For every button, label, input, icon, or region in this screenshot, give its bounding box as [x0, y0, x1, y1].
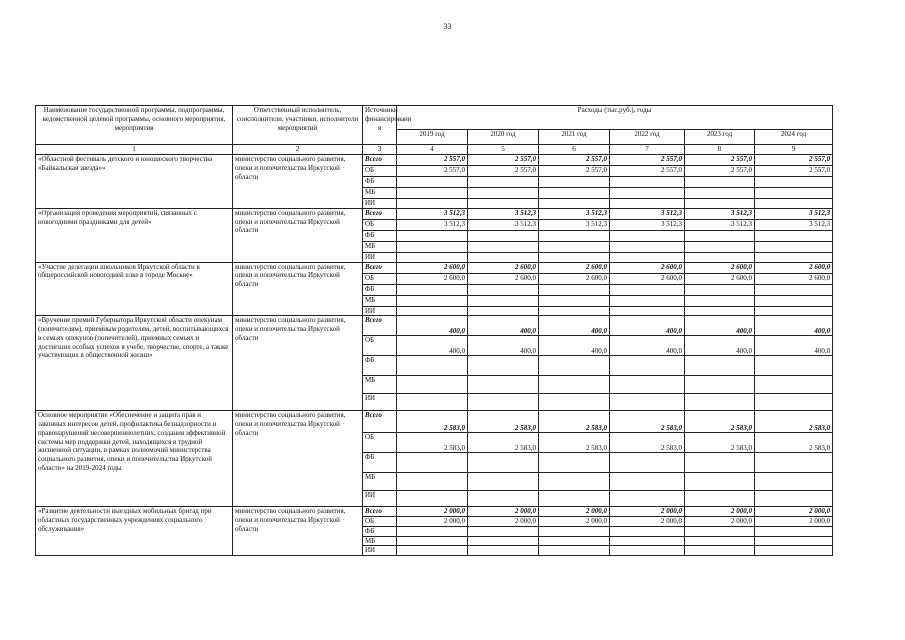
- amount-cell: 400,0: [397, 336, 468, 356]
- amount-cell: 2 583,0: [397, 433, 468, 453]
- column-number: 6: [539, 145, 610, 155]
- amount-cell: [397, 546, 468, 556]
- amount-cell: 2 600,0: [397, 273, 468, 284]
- amount-cell: [610, 241, 685, 252]
- amount-cell: [685, 526, 755, 536]
- amount-cell: 2 583,0: [539, 433, 610, 453]
- amount-cell: 2 000,0: [610, 507, 685, 517]
- amount-cell: [397, 453, 468, 473]
- funding-source-cell: ИИ: [363, 394, 397, 411]
- amount-cell: 2 000,0: [468, 507, 539, 517]
- funding-source-cell: МБ: [363, 295, 397, 306]
- amount-cell: [685, 536, 755, 546]
- funding-source-cell: ФБ: [363, 177, 397, 188]
- executor-cell: министерство социального развития, опеки и попечительства Иркутской области: [233, 155, 363, 209]
- amount-cell: 2 557,0: [468, 155, 539, 166]
- amount-cell: [397, 241, 468, 252]
- header-year: 2024 год: [755, 130, 833, 145]
- amount-cell: [685, 376, 755, 394]
- amount-cell: [397, 536, 468, 546]
- funding-source-cell: ИИ: [363, 252, 397, 262]
- amount-cell: 3 512,3: [755, 208, 833, 219]
- amount-cell: 2 600,0: [468, 262, 539, 273]
- amount-cell: 2 000,0: [755, 517, 833, 527]
- program-name-cell: «Участие делегации школьников Иркутской области в общероссийской новогодней елке в городе Москве»: [36, 262, 233, 316]
- amount-cell: [755, 394, 833, 411]
- amount-cell: [397, 199, 468, 209]
- amount-cell: [397, 284, 468, 295]
- amount-cell: [610, 199, 685, 209]
- amount-cell: [468, 491, 539, 507]
- funding-source-cell: МБ: [363, 241, 397, 252]
- funding-source-cell: Всего: [363, 316, 397, 336]
- amount-cell: [685, 453, 755, 473]
- amount-cell: [685, 188, 755, 199]
- amount-cell: 2 600,0: [755, 273, 833, 284]
- amount-cell: 2 557,0: [610, 166, 685, 177]
- executor-cell: министерство социального развития, опеки и попечительства Иркутской области: [233, 507, 363, 556]
- amount-cell: [468, 356, 539, 376]
- amount-cell: 400,0: [685, 336, 755, 356]
- amount-cell: [755, 376, 833, 394]
- amount-cell: 2 557,0: [610, 155, 685, 166]
- amount-cell: [539, 491, 610, 507]
- amount-cell: 3 512,3: [685, 219, 755, 230]
- budget-table: [35, 105, 833, 556]
- amount-cell: 3 512,3: [539, 219, 610, 230]
- amount-cell: 3 512,3: [468, 208, 539, 219]
- funding-source-cell: ОБ: [363, 166, 397, 177]
- funding-source-cell: МБ: [363, 376, 397, 394]
- amount-cell: 400,0: [468, 336, 539, 356]
- table-row: [36, 507, 833, 517]
- column-number: 9: [755, 145, 833, 155]
- amount-cell: [685, 295, 755, 306]
- amount-cell: 2 557,0: [468, 166, 539, 177]
- header-executor-column: Ответственный исполнитель, соисполнители, участники, исполнители мероприятий: [233, 106, 363, 145]
- funding-source-cell: ОБ: [363, 517, 397, 527]
- amount-cell: 2 557,0: [539, 155, 610, 166]
- amount-cell: [397, 376, 468, 394]
- amount-cell: 2 000,0: [539, 517, 610, 527]
- amount-cell: 2 600,0: [755, 262, 833, 273]
- amount-cell: 2 600,0: [610, 262, 685, 273]
- amount-cell: 2 557,0: [685, 155, 755, 166]
- amount-cell: [468, 394, 539, 411]
- header-year: 2023 год: [685, 130, 755, 145]
- amount-cell: [539, 295, 610, 306]
- column-number: 2: [233, 145, 363, 155]
- amount-cell: [685, 177, 755, 188]
- amount-cell: [397, 252, 468, 262]
- header-name-column: Наименование государственной программы, подпрограммы, ведомственной целевой программы, основного мероприятия, мероприятия: [36, 106, 233, 145]
- amount-cell: 2 600,0: [685, 273, 755, 284]
- amount-cell: [397, 230, 468, 241]
- column-number: 3: [363, 145, 397, 155]
- funding-source-cell: ИИ: [363, 546, 397, 556]
- amount-cell: [755, 199, 833, 209]
- amount-cell: [755, 241, 833, 252]
- amount-cell: [755, 453, 833, 473]
- header-year: 2019 год: [397, 130, 468, 145]
- amount-cell: [397, 177, 468, 188]
- amount-cell: [397, 295, 468, 306]
- amount-cell: 2 583,0: [755, 433, 833, 453]
- amount-cell: [539, 241, 610, 252]
- header-year: 2020 год: [468, 130, 539, 145]
- amount-cell: 3 512,3: [468, 219, 539, 230]
- column-number: 5: [468, 145, 539, 155]
- amount-cell: [755, 491, 833, 507]
- amount-cell: 400,0: [539, 336, 610, 356]
- amount-cell: [610, 252, 685, 262]
- amount-cell: 2 557,0: [397, 166, 468, 177]
- funding-source-cell: ФБ: [363, 284, 397, 295]
- amount-cell: 2 600,0: [685, 262, 755, 273]
- funding-source-cell: ФБ: [363, 356, 397, 376]
- amount-cell: 2 557,0: [755, 155, 833, 166]
- amount-cell: [397, 188, 468, 199]
- funding-source-cell: ФБ: [363, 526, 397, 536]
- executor-cell: министерство социального развития, опеки и попечительства Иркутской области: [233, 316, 363, 411]
- amount-cell: [610, 306, 685, 316]
- amount-cell: [468, 453, 539, 473]
- amount-cell: [755, 252, 833, 262]
- amount-cell: [685, 230, 755, 241]
- column-number: 8: [685, 145, 755, 155]
- amount-cell: [539, 473, 610, 491]
- amount-cell: [610, 394, 685, 411]
- amount-cell: [610, 284, 685, 295]
- amount-cell: [685, 199, 755, 209]
- amount-cell: [539, 356, 610, 376]
- executor-cell: министерство социального развития, опеки и попечительства Иркутской области: [233, 208, 363, 262]
- amount-cell: [610, 188, 685, 199]
- amount-cell: [539, 376, 610, 394]
- amount-cell: [685, 473, 755, 491]
- amount-cell: [539, 284, 610, 295]
- amount-cell: [539, 177, 610, 188]
- amount-cell: 2 000,0: [397, 507, 468, 517]
- amount-cell: [468, 241, 539, 252]
- amount-cell: 2 583,0: [685, 433, 755, 453]
- amount-cell: 2 557,0: [685, 166, 755, 177]
- amount-cell: 400,0: [755, 336, 833, 356]
- amount-cell: 2 557,0: [397, 155, 468, 166]
- program-name-cell: «Организация проведения мероприятий, связанных с новогодними праздниками для детей»: [36, 208, 233, 262]
- amount-cell: 3 512,3: [539, 208, 610, 219]
- amount-cell: 2 583,0: [468, 411, 539, 433]
- amount-cell: 2 000,0: [397, 517, 468, 527]
- amount-cell: 3 512,3: [397, 208, 468, 219]
- amount-cell: [755, 546, 833, 556]
- amount-cell: [685, 306, 755, 316]
- amount-cell: [610, 356, 685, 376]
- amount-cell: 2 600,0: [539, 262, 610, 273]
- header-expenses: Расходы (тыс.руб.), годы: [397, 106, 833, 130]
- table-row: [36, 262, 833, 273]
- amount-cell: 2 000,0: [468, 517, 539, 527]
- amount-cell: [755, 295, 833, 306]
- amount-cell: 2 000,0: [539, 507, 610, 517]
- funding-source-cell: МБ: [363, 536, 397, 546]
- amount-cell: [610, 295, 685, 306]
- amount-cell: 400,0: [610, 316, 685, 336]
- amount-cell: [755, 356, 833, 376]
- amount-cell: [610, 453, 685, 473]
- amount-cell: [755, 284, 833, 295]
- amount-cell: 2 583,0: [610, 411, 685, 433]
- amount-cell: [539, 526, 610, 536]
- page-number: 33: [443, 22, 452, 31]
- funding-source-cell: ОБ: [363, 219, 397, 230]
- amount-cell: 2 000,0: [755, 507, 833, 517]
- funding-source-cell: Всего: [363, 507, 397, 517]
- amount-cell: [755, 526, 833, 536]
- funding-source-cell: ФБ: [363, 230, 397, 241]
- amount-cell: [539, 453, 610, 473]
- amount-cell: [755, 188, 833, 199]
- table-row: [36, 155, 833, 166]
- amount-cell: [539, 199, 610, 209]
- amount-cell: [468, 306, 539, 316]
- amount-cell: [755, 306, 833, 316]
- amount-cell: [468, 376, 539, 394]
- amount-cell: 2 600,0: [468, 273, 539, 284]
- amount-cell: [610, 491, 685, 507]
- amount-cell: 2 583,0: [755, 411, 833, 433]
- funding-source-cell: Всего: [363, 155, 397, 166]
- funding-source-cell: Всего: [363, 208, 397, 219]
- amount-cell: [610, 177, 685, 188]
- funding-source-cell: ИИ: [363, 306, 397, 316]
- amount-cell: [468, 295, 539, 306]
- amount-cell: 2 583,0: [685, 411, 755, 433]
- amount-cell: [397, 306, 468, 316]
- funding-source-cell: ФБ: [363, 453, 397, 473]
- amount-cell: 2 583,0: [397, 411, 468, 433]
- amount-cell: 2 600,0: [539, 273, 610, 284]
- table-row: [36, 411, 833, 433]
- program-name-cell: «Развитие деятельности выездных мобильных бригад при областных государственных учреждениях социального обслуживания»: [36, 507, 233, 556]
- funding-source-cell: ИИ: [363, 199, 397, 209]
- executor-cell: министерство социального развития, опеки и попечительства Иркутской области: [233, 262, 363, 316]
- header-year: 2022 год: [610, 130, 685, 145]
- amount-cell: [610, 376, 685, 394]
- table-row: [36, 208, 833, 219]
- funding-source-cell: Всего: [363, 262, 397, 273]
- program-name-cell: «Областной фестиваль детского и юношеского творчества «Байкальская звезда»»: [36, 155, 233, 209]
- amount-cell: 3 512,3: [397, 219, 468, 230]
- amount-cell: [468, 252, 539, 262]
- amount-cell: 2 557,0: [755, 166, 833, 177]
- amount-cell: 3 512,3: [755, 219, 833, 230]
- header-year: 2021 год: [539, 130, 610, 145]
- column-number: 4: [397, 145, 468, 155]
- amount-cell: 400,0: [397, 316, 468, 336]
- amount-cell: [685, 546, 755, 556]
- amount-cell: [397, 473, 468, 491]
- amount-cell: [468, 199, 539, 209]
- amount-cell: 2 000,0: [685, 517, 755, 527]
- amount-cell: [539, 230, 610, 241]
- funding-source-cell: ОБ: [363, 336, 397, 356]
- table-header: [36, 106, 833, 155]
- amount-cell: [397, 491, 468, 507]
- amount-cell: [539, 306, 610, 316]
- amount-cell: [755, 230, 833, 241]
- amount-cell: [685, 252, 755, 262]
- program-name-cell: Основное мероприятие «Обеспечение и защита прав и законных интересов детей, профилактика безнадзорности и правонарушений несовершеннолетних, создания эффективной системы мер поддержки детей, находящихся в трудной жизненной ситуации, в рамках полномочий министерства социального развития, опеки и попечительства Иркутской области» на 2019-2024 годы: [36, 411, 233, 507]
- amount-cell: [539, 252, 610, 262]
- amount-cell: [610, 536, 685, 546]
- amount-cell: [755, 536, 833, 546]
- amount-cell: [685, 284, 755, 295]
- amount-cell: 400,0: [610, 336, 685, 356]
- column-number: 1: [36, 145, 233, 155]
- funding-source-cell: ИИ: [363, 491, 397, 507]
- funding-source-cell: ОБ: [363, 273, 397, 284]
- amount-cell: 400,0: [468, 316, 539, 336]
- amount-cell: [685, 394, 755, 411]
- amount-cell: 400,0: [755, 316, 833, 336]
- funding-source-cell: МБ: [363, 188, 397, 199]
- amount-cell: [539, 394, 610, 411]
- amount-cell: 2 583,0: [539, 411, 610, 433]
- amount-cell: 3 512,3: [685, 208, 755, 219]
- amount-cell: [539, 536, 610, 546]
- amount-cell: [468, 230, 539, 241]
- amount-cell: 2 600,0: [610, 273, 685, 284]
- table-body: [36, 155, 833, 556]
- executor-cell: министерство социального развития, опеки и попечительства Иркутской области: [233, 411, 363, 507]
- amount-cell: 400,0: [539, 316, 610, 336]
- program-name-cell: «Вручение премий Губернатора Иркутской области опекунам (попечителям), приемным родителям, детей, воспитывающихся в семьях опекунов (попечителей), приемных семьях и достигших особых успехов в учебе, творчестве, спорте, а также участвующих в общественной жизни»: [36, 316, 233, 411]
- funding-source-cell: Всего: [363, 411, 397, 433]
- amount-cell: 2 583,0: [610, 433, 685, 453]
- amount-cell: [539, 188, 610, 199]
- column-number: 7: [610, 145, 685, 155]
- amount-cell: 2 557,0: [539, 166, 610, 177]
- amount-cell: [610, 473, 685, 491]
- amount-cell: [755, 473, 833, 491]
- amount-cell: [685, 241, 755, 252]
- amount-cell: [397, 394, 468, 411]
- amount-cell: 2 000,0: [610, 517, 685, 527]
- amount-cell: 3 512,3: [610, 208, 685, 219]
- amount-cell: 2 000,0: [685, 507, 755, 517]
- funding-source-cell: ОБ: [363, 433, 397, 453]
- amount-cell: [610, 230, 685, 241]
- amount-cell: [468, 536, 539, 546]
- amount-cell: [539, 546, 610, 556]
- amount-cell: [397, 356, 468, 376]
- header-source-column: Источники финансировани я: [363, 106, 397, 145]
- amount-cell: [685, 491, 755, 507]
- amount-cell: [755, 177, 833, 188]
- funding-source-cell: МБ: [363, 473, 397, 491]
- amount-cell: [468, 284, 539, 295]
- amount-cell: [397, 526, 468, 536]
- amount-cell: [468, 546, 539, 556]
- amount-cell: 400,0: [685, 316, 755, 336]
- table-row: [36, 316, 833, 336]
- amount-cell: 2 583,0: [468, 433, 539, 453]
- amount-cell: [468, 177, 539, 188]
- amount-cell: [468, 188, 539, 199]
- amount-cell: 3 512,3: [610, 219, 685, 230]
- amount-cell: [610, 526, 685, 536]
- amount-cell: 2 600,0: [397, 262, 468, 273]
- amount-cell: [468, 473, 539, 491]
- amount-cell: [468, 526, 539, 536]
- amount-cell: [610, 546, 685, 556]
- amount-cell: [685, 356, 755, 376]
